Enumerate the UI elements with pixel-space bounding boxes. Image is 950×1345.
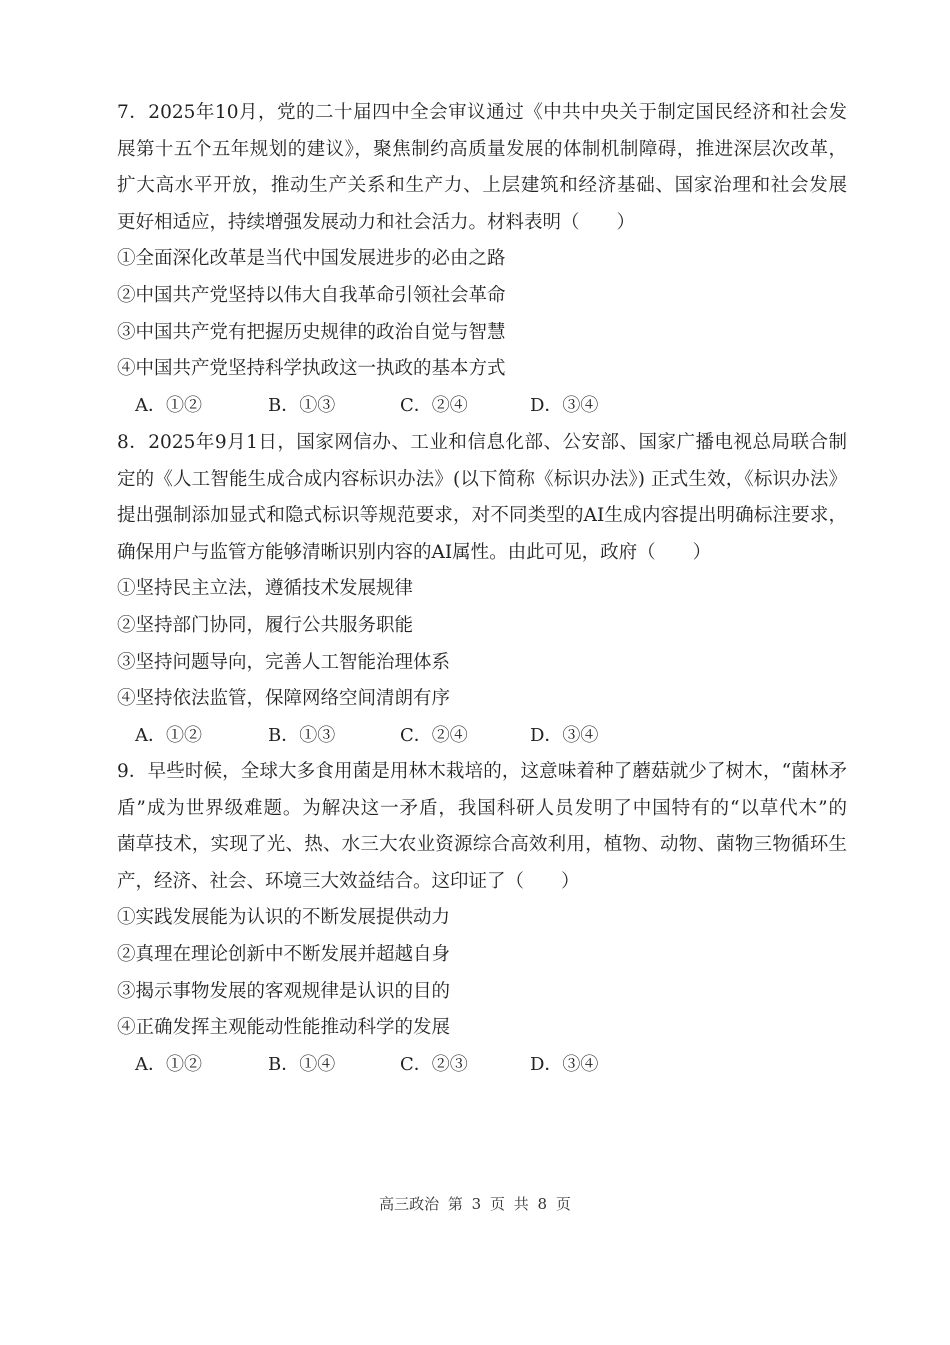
statement-option: ③坚持问题导向，完善人工智能治理体系 <box>117 651 451 673</box>
answer-choice-c: C．②④ <box>400 394 468 416</box>
statement-option: ②坚持部门协同，履行公共服务职能 <box>117 615 414 636</box>
statement-option: ②中国共产党坚持以伟大自我革命引领社会革命 <box>117 285 506 306</box>
answer-choice-c: C．②③ <box>400 1053 468 1075</box>
answer-choice-d: D．③④ <box>530 394 599 416</box>
answer-choice-d: D．③④ <box>530 724 599 746</box>
page-footer: 高三政治 第 3 页 共 8 页 <box>379 1195 571 1213</box>
question-stem-line: 展第十五个五年规划的建议》，聚焦制约高质量发展的体制机制障碍，推进深层次改革， <box>117 138 847 160</box>
question-stem-line: 更好相适应，持续增强发展动力和社会活力。材料表明（ ） <box>117 211 636 233</box>
answer-choice-c: C．②④ <box>400 724 468 746</box>
question-stem-line: 定的《人工智能生成合成内容标识办法》(以下简称《标识办法》) 正式生效，《标识办法》 <box>117 468 847 490</box>
question-stem-line: 9．早些时候，全球大多食用菌是用林木栽培的，这意味着种了蘑菇就少了树木，“菌林矛 <box>117 761 847 782</box>
question-stem-line: 7．2025年10月，党的二十届四中全会审议通过《中共中央关于制定国民经济和社会发 <box>117 102 847 123</box>
question-stem-line: 菌草技术，实现了光、热、水三大农业资源综合高效利用，植物、动物、菌物三物循环生 <box>117 834 847 856</box>
answer-choice-b: B．①④ <box>268 1053 336 1075</box>
statement-option: ②真理在理论创新中不断发展并超越自身 <box>117 944 451 965</box>
question-stem-line: 提出强制添加显式和隐式标识等规范要求，对不同类型的AI生成内容提出明确标注要求， <box>117 505 847 527</box>
answer-choice-d: D．③④ <box>530 1053 599 1075</box>
statement-option: ①坚持民主立法，遵循技术发展规律 <box>117 578 414 600</box>
question-stem-line: 扩大高水平开放，推动生产关系和生产力、上层建筑和经济基础、国家治理和社会发展 <box>117 175 847 197</box>
statement-option: ④正确发挥主观能动性能推动科学的发展 <box>117 1017 451 1039</box>
statement-option: ①全面深化改革是当代中国发展进步的必由之路 <box>117 248 506 270</box>
question-stem-line: 产，经济、社会、环境三大效益结合。这印证了（ ） <box>117 870 580 892</box>
answer-choice-a: A．①② <box>135 724 202 746</box>
answer-choice-b: B．①③ <box>268 724 336 746</box>
question-stem-line: 8．2025年9月1日，国家网信办、工业和信息化部、公安部、国家广播电视总局联合制 <box>117 432 847 453</box>
answer-choice-a: A．①② <box>135 394 202 416</box>
statement-option: ③中国共产党有把握历史规律的政治自觉与智慧 <box>117 321 506 343</box>
statement-option: ③揭示事物发展的客观规律是认识的目的 <box>117 980 451 1002</box>
statement-option: ④坚持依法监管，保障网络空间清朗有序 <box>117 688 451 710</box>
question-stem-line: 盾”成为世界级难题。为解决这一矛盾，我国科研人员发明了中国特有的“以草代木”的 <box>117 797 847 819</box>
question-stem-line: 确保用户与监管方能够清晰识别内容的AI属性。由此可见，政府（ ） <box>117 541 712 563</box>
statement-option: ④中国共产党坚持科学执政这一执政的基本方式 <box>117 358 506 380</box>
answer-choice-a: A．①② <box>135 1053 202 1075</box>
statement-option: ①实践发展能为认识的不断发展提供动力 <box>117 907 451 929</box>
answer-choice-b: B．①③ <box>268 394 336 416</box>
